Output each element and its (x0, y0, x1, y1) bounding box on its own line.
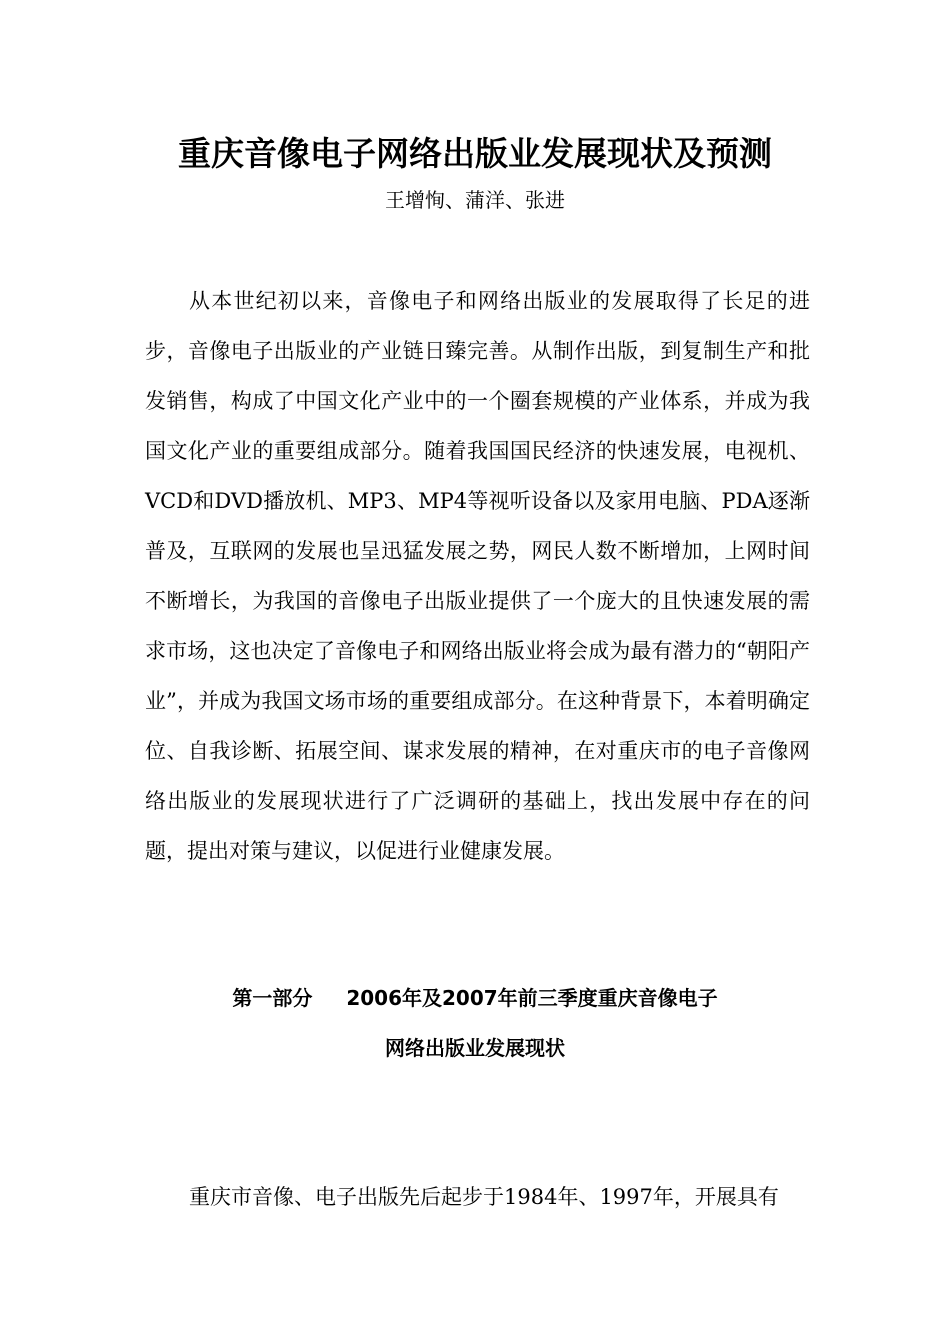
section-part-label: 第一部分 (232, 986, 313, 1010)
intro-paragraph: 从本世纪初以来，音像电子和网络出版业的发展取得了长足的进步，音像电子出版业的产业链日臻完善。从制作出版，到复制生产和批发销售，构成了中国文化产业中的一个圈套规模的产业体系，并成为我国文化产业的重要组成部分。随着我国国民经济的快速发展，电视机、VCD和DVD播放机、MP3、MP4等视听设备以及家用电脑、PDA逐渐普及，互联网的发展也呈迅猛发展之势，网民人数不断增加，上网时间不断增长，为我国的音像电子出版业提供了一个庞大的且快速发展的需求市场，这也决定了音像电子和网络出版业将会成为最有潜力的“朝阳产业”，并成为我国文场市场的重要组成部分。在这种背景下，本着明确定位、自我诊断、拓展空间、谋求发展的精神，在对重庆市的电子音像网络出版业的发展现状进行了广泛调研的基础上，找出发展中存在的问题，提出对策与建议，以促进行业健康发展。 (145, 289, 810, 863)
document-title: 重庆音像电子网络出版业发展现状及预测 (178, 134, 772, 173)
section-title-line1: 2006年及2007年前三季度重庆音像电子 (346, 986, 718, 1010)
section-heading-line1 (0, 983, 950, 1013)
document-authors: 王增恂、蒲洋、张进 (385, 188, 565, 212)
section-heading-line2: 网络出版业发展现状 (385, 1036, 565, 1060)
section-paragraph: 重庆市音像、电子出版先后起步于1984年、1997年，开展具有 (189, 1185, 779, 1209)
